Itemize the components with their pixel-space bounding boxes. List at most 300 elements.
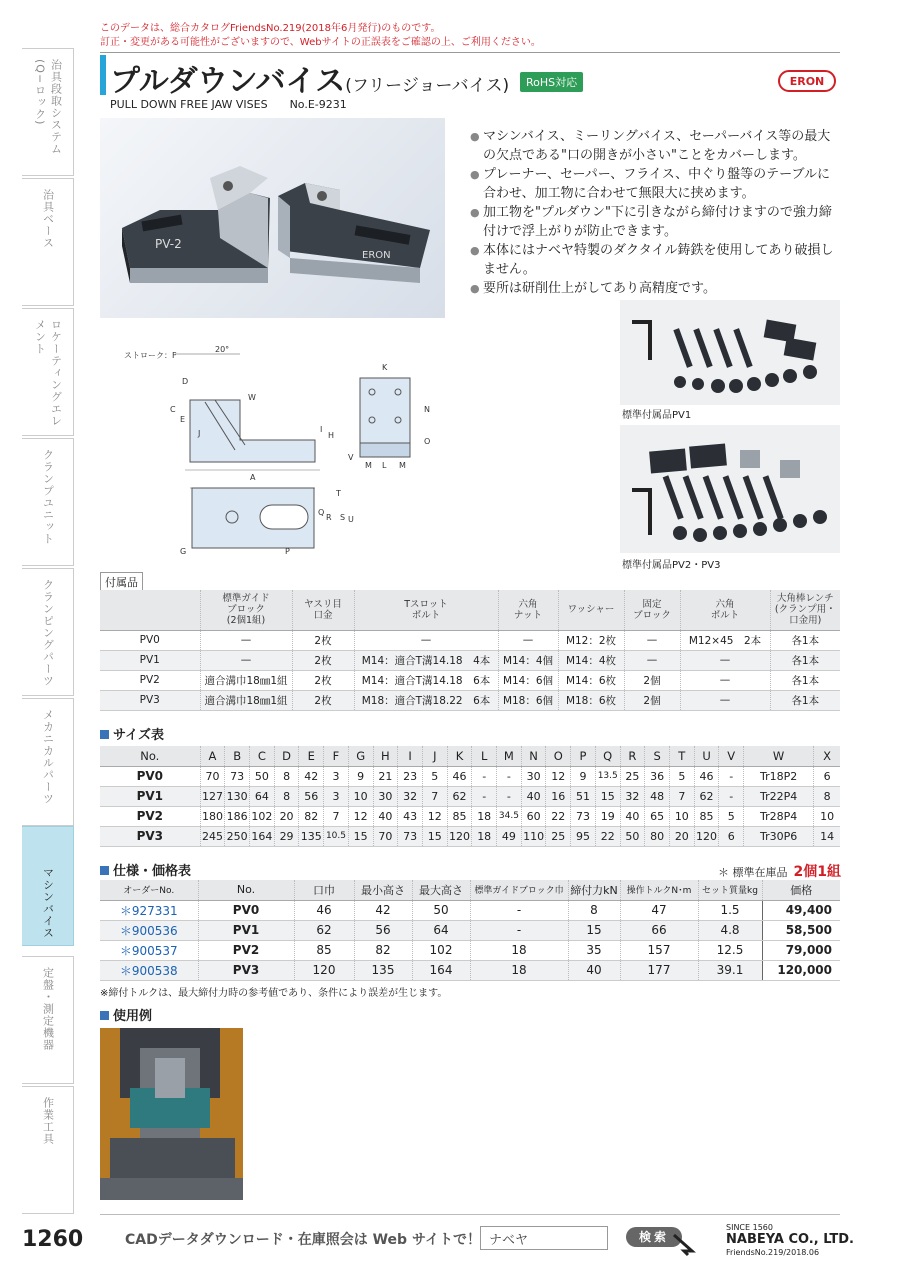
size-cell: 6 (719, 826, 744, 846)
accessories-cell: PV1 (100, 650, 200, 670)
spec-cell: PV2 (198, 940, 294, 960)
size-cell: 3 (324, 786, 349, 806)
spec-cell: 42 (354, 900, 412, 920)
size-cell: 8 (274, 786, 299, 806)
size-header-cell: W (744, 746, 814, 766)
price-cell: 120,000 (762, 960, 840, 980)
size-cell: - (719, 786, 744, 806)
size-cell: 46 (447, 766, 472, 786)
dim-C: C (170, 405, 176, 414)
size-cell: 22 (595, 826, 620, 846)
size-cell: 5 (719, 806, 744, 826)
size-cell: 250 (225, 826, 250, 846)
spec-header-cell: 操作トルクN･m (620, 880, 698, 900)
friends-text: FriendsNo.219/2018.06 (726, 1248, 820, 1257)
accessory-caption-pv2-pv3: 標準付属品PV2・PV3 (622, 560, 721, 571)
size-table-title: サイズ表 (100, 724, 164, 743)
dim-M1: M (365, 461, 372, 470)
size-cell: 73 (571, 806, 596, 826)
accessories-cell: M14：4枚 (558, 650, 624, 670)
spec-cell: 40 (568, 960, 620, 980)
size-cell: 73 (398, 826, 423, 846)
drawing-label-stroke: ストローク：F (124, 351, 177, 360)
company-name: NABEYA CO., LTD. (726, 1232, 854, 1247)
size-cell: 32 (398, 786, 423, 806)
spec-table-title: 仕様・価格表 (100, 860, 191, 879)
size-header-cell: X (814, 746, 840, 766)
size-cell: 25 (546, 826, 571, 846)
size-header-cell: O (546, 746, 571, 766)
size-cell: 30 (373, 786, 398, 806)
size-cell: 18 (472, 826, 497, 846)
spec-cell: 66 (620, 920, 698, 940)
spec-cell: 15 (568, 920, 620, 940)
page-number: 1260 (22, 1227, 84, 1252)
accessories-cell: — (680, 690, 770, 710)
size-cell: 36 (645, 766, 670, 786)
size-cell: 245 (200, 826, 225, 846)
spec-cell: 12.5 (698, 940, 762, 960)
search-input[interactable]: ナベヤ (480, 1226, 608, 1250)
size-cell: 5 (669, 766, 694, 786)
dim-W: W (248, 393, 256, 402)
order-number-link[interactable]: ＊900537 (100, 940, 198, 960)
spec-header-cell: オーダーNo. (100, 880, 198, 900)
dim-O: O (424, 437, 431, 446)
spec-header-cell: 最小高さ (354, 880, 412, 900)
size-header-cell: I (398, 746, 423, 766)
dim-Q: Q (318, 508, 325, 517)
dim-K: K (382, 363, 388, 372)
size-cell: 130 (225, 786, 250, 806)
size-cell: 6 (814, 766, 840, 786)
spec-cell: 102 (412, 940, 470, 960)
accessory-photo-pv2-pv3 (620, 425, 840, 553)
size-cell: PV1 (100, 786, 200, 806)
accessories-header-cell: 大角棒レンチ (クランプ用・ 口金用) (770, 590, 840, 630)
accessories-header-cell: ヤスリ目 口金 (292, 590, 354, 630)
size-cell: 18 (472, 806, 497, 826)
size-cell: 82 (299, 806, 324, 826)
dim-S: S (340, 513, 346, 522)
spec-cell: - (470, 920, 568, 940)
spec-row (100, 920, 840, 940)
spec-header-cell: 価格 (762, 880, 840, 900)
size-cell: 23 (398, 766, 423, 786)
spec-cell: 39.1 (698, 960, 762, 980)
spec-cell: PV0 (198, 900, 294, 920)
eron-logo: ERON (778, 70, 836, 92)
accessories-row (100, 630, 840, 650)
notice-line-2: 訂正・変更がある可能性がございますので、Webサイトの正誤表をご確認の上、ご利用ください。 (100, 37, 541, 48)
accessories-cell: M18：適合T溝18.22 6本 (354, 690, 498, 710)
accessories-header-cell: 六角 ボルト (680, 590, 770, 630)
size-cell: 20 (274, 806, 299, 826)
accessories-header-cell: 固定 ブロック (624, 590, 680, 630)
spec-header-cell: No. (198, 880, 294, 900)
accessories-cell: M12：2枚 (558, 630, 624, 650)
size-cell: 56 (299, 786, 324, 806)
size-cell: - (472, 786, 497, 806)
size-cell: 43 (398, 806, 423, 826)
nabeya-logo (726, 1222, 854, 1258)
rohs-badge: RoHS対応 (520, 72, 583, 92)
size-cell: 22 (546, 806, 571, 826)
usage-title: 使用例 (100, 1005, 152, 1024)
size-header-cell: T (669, 746, 694, 766)
size-cell: 10 (348, 786, 373, 806)
cad-download-text: CADデータダウンロード・在庫照会は Web サイトで！ (125, 1232, 481, 1248)
title-accent-bar (100, 55, 106, 95)
dim-D: D (182, 377, 189, 386)
size-cell: 70 (200, 766, 225, 786)
size-cell: 7 (324, 806, 349, 826)
spec-cell: 46 (294, 900, 354, 920)
size-cell: 120 (447, 826, 472, 846)
spec-cell: 50 (412, 900, 470, 920)
size-cell: 50 (250, 766, 275, 786)
size-cell: 48 (645, 786, 670, 806)
spec-row (100, 900, 840, 920)
footer-rule (100, 1214, 840, 1215)
dim-M2: M (399, 461, 406, 470)
sidebar-item-clamping-parts[interactable]: クランピングパーツ (22, 568, 74, 696)
size-cell: 127 (200, 786, 225, 806)
spec-header-cell: 標準ガイドブロック巾 (470, 880, 568, 900)
size-header-cell: H (373, 746, 398, 766)
size-cell: 60 (521, 806, 546, 826)
dim-A: A (250, 473, 256, 482)
accessories-cell: — (200, 650, 292, 670)
size-cell: 70 (373, 826, 398, 846)
sidebar-item-mechanical[interactable]: メカニカルパーツ (22, 698, 74, 826)
sidebar-item-surface-plate[interactable]: 定盤・測定機器 (22, 956, 74, 1084)
search-button[interactable]: 検索 (626, 1227, 682, 1247)
size-header-cell: Q (595, 746, 620, 766)
size-cell: 19 (595, 806, 620, 826)
size-header-cell: D (274, 746, 299, 766)
spec-cell: PV1 (198, 920, 294, 940)
spec-cell: 35 (568, 940, 620, 960)
accessories-cell: PV2 (100, 670, 200, 690)
accessories-cell: — (624, 650, 680, 670)
dim-G: G (180, 547, 187, 556)
dim-R: R (326, 513, 332, 522)
size-cell: - (497, 786, 522, 806)
size-cell: 20 (669, 826, 694, 846)
order-number-link[interactable]: ＊900538 (100, 960, 198, 980)
accessories-cell: M18：6個 (498, 690, 558, 710)
size-header-cell: L (472, 746, 497, 766)
size-cell: 10 (814, 806, 840, 826)
size-header-cell: C (250, 746, 275, 766)
size-cell: 14 (814, 826, 840, 846)
size-cell: PV0 (100, 766, 200, 786)
accessories-cell: 各1本 (770, 690, 840, 710)
spec-cell: 82 (354, 940, 412, 960)
accessories-table (100, 590, 840, 711)
technical-drawing (110, 340, 450, 570)
size-cell: 9 (348, 766, 373, 786)
size-cell: 25 (620, 766, 645, 786)
dim-J: J (198, 429, 201, 438)
page-title: プルダウンバイス(フリージョーバイス) (110, 64, 510, 99)
size-row (100, 786, 840, 806)
dim-P: P (285, 547, 290, 556)
accessory-caption-pv1: 標準付属品PV1 (622, 410, 692, 421)
dim-N: N (424, 405, 430, 414)
size-cell: 102 (250, 806, 275, 826)
size-cell: Tr22P4 (744, 786, 814, 806)
size-cell: - (497, 766, 522, 786)
title-rule (100, 52, 840, 53)
size-cell: 32 (620, 786, 645, 806)
feature-item: ● マシンバイス、ミーリングバイス、セーパーバイス等の最大の欠点である"口の開きが小さい"ことをカバーします。 (470, 127, 840, 165)
size-cell: 50 (620, 826, 645, 846)
size-cell: 9 (571, 766, 596, 786)
spec-cell: 120 (294, 960, 354, 980)
sidebar-item-tools[interactable]: 作業工具 (22, 1086, 74, 1214)
accessories-row (100, 650, 840, 670)
spec-cell: 1.5 (698, 900, 762, 920)
accessories-cell: M18：6枚 (558, 690, 624, 710)
accessories-cell: 適合溝巾18㎜1組 (200, 690, 292, 710)
size-cell: 12 (348, 806, 373, 826)
sidebar-item-clamp-unit[interactable]: クランプユニット (22, 438, 74, 566)
size-cell: - (719, 766, 744, 786)
accessories-cell: — (200, 630, 292, 650)
accessories-header-cell: Tスロット ボルト (354, 590, 498, 630)
accessories-cell: PV3 (100, 690, 200, 710)
drawing-label-angle: 20° (215, 345, 230, 354)
sidebar-item-qlock[interactable]: 治具段取システム(Q−ロック) (22, 48, 74, 176)
size-header-cell: E (299, 746, 324, 766)
accessories-cell: — (354, 630, 498, 650)
stock-note: ＊ 標準在庫品 2個1組 (718, 864, 841, 880)
spec-cell: 157 (620, 940, 698, 960)
size-cell: Tr28P4 (744, 806, 814, 826)
accessories-cell: PV0 (100, 630, 200, 650)
size-header-cell: No. (100, 746, 200, 766)
size-header-cell: P (571, 746, 596, 766)
accessories-cell: — (680, 650, 770, 670)
dim-T1: T (336, 489, 341, 498)
size-header-cell: F (324, 746, 349, 766)
size-cell: 164 (250, 826, 275, 846)
size-cell: 42 (299, 766, 324, 786)
size-header-cell: M (497, 746, 522, 766)
accessories-cell: 適合溝巾18㎜1組 (200, 670, 292, 690)
sidebar-item-machine-vise[interactable]: マシンバイス (22, 826, 74, 946)
spec-cell: 8 (568, 900, 620, 920)
spec-cell: 177 (620, 960, 698, 980)
size-cell: 120 (694, 826, 719, 846)
photo-label-left: PV-2 (155, 237, 182, 251)
spec-cell: 164 (412, 960, 470, 980)
dim-V: V (348, 453, 354, 462)
size-cell: 64 (250, 786, 275, 806)
size-cell: 73 (225, 766, 250, 786)
spec-cell: 85 (294, 940, 354, 960)
accessories-header-cell (100, 590, 200, 630)
photo-label-right: ERON (362, 250, 391, 261)
spec-cell: PV3 (198, 960, 294, 980)
accessories-cell: M14：6枚 (558, 670, 624, 690)
size-cell: 30 (521, 766, 546, 786)
spec-price-table (100, 880, 840, 981)
set-note: 2個1組 (793, 864, 841, 880)
accessories-cell: 2枚 (292, 630, 354, 650)
size-cell: 85 (447, 806, 472, 826)
order-number-link[interactable]: ＊900536 (100, 920, 198, 940)
spec-row (100, 940, 840, 960)
feature-item: ● プレーナー、セーパー、フライス、中ぐり盤等のテーブルに合わせ、加工物に合わせて無限大に挟めます。 (470, 165, 840, 203)
cursor-icon (672, 1233, 700, 1257)
spec-header-cell: 口巾 (294, 880, 354, 900)
dim-I: I (320, 425, 323, 434)
size-cell: 49 (497, 826, 522, 846)
size-header-cell: J (422, 746, 447, 766)
accessories-cell: M14：適合T溝14.18 6本 (354, 670, 498, 690)
size-cell: 40 (620, 806, 645, 826)
size-cell: 29 (274, 826, 299, 846)
size-row (100, 766, 840, 786)
size-cell: 62 (694, 786, 719, 806)
size-cell: 3 (324, 766, 349, 786)
sidebar-item-locating[interactable]: ロケーティングエレメント (22, 308, 74, 436)
size-cell: 7 (422, 786, 447, 806)
spec-header-cell: セット質量kg (698, 880, 762, 900)
feature-item: ● 要所は研削仕上がしてあり高精度です。 (470, 279, 840, 298)
size-header-cell: A (200, 746, 225, 766)
size-cell: 110 (521, 826, 546, 846)
size-header-cell: N (521, 746, 546, 766)
price-cell: 79,000 (762, 940, 840, 960)
accessories-cell: — (680, 670, 770, 690)
spec-cell: 4.8 (698, 920, 762, 940)
accessories-header-cell: 六角 ナット (498, 590, 558, 630)
accessories-header-cell: ワッシャー (558, 590, 624, 630)
accessories-cell: M14：4個 (498, 650, 558, 670)
accessories-cell: 各1本 (770, 630, 840, 650)
size-cell: 95 (571, 826, 596, 846)
size-cell: 16 (546, 786, 571, 806)
accessories-cell: 各1本 (770, 650, 840, 670)
accessories-cell: M14：6個 (498, 670, 558, 690)
size-row (100, 806, 840, 826)
size-header-cell: S (645, 746, 670, 766)
feature-item: ● 加工物を"プルダウン"下に引きながら締付けますので強力締付けで浮上がりが防止できます。 (470, 203, 840, 241)
english-name: PULL DOWN FREE JAW VISES No.E-9231 (110, 98, 347, 111)
order-number-link[interactable]: ＊927331 (100, 900, 198, 920)
accessories-cell: — (624, 630, 680, 650)
size-header-cell: V (719, 746, 744, 766)
product-photo (100, 118, 445, 318)
price-cell: 58,500 (762, 920, 840, 940)
price-cell: 49,400 (762, 900, 840, 920)
notice-line-1: このデータは、総合カタログFriendsNo.219(2018年6月発行)のものです。 (100, 23, 441, 34)
accessories-cell: 2個 (624, 670, 680, 690)
size-cell: 135 (299, 826, 324, 846)
size-cell: 62 (447, 786, 472, 806)
torque-note: ※締付トルクは、最大締付力時の参考値であり、条件により誤差が生じます。 (100, 988, 448, 999)
spec-row (100, 960, 840, 980)
catalog-number: No.E-9231 (289, 98, 347, 111)
size-cell: 15 (595, 786, 620, 806)
accessories-cell: — (498, 630, 558, 650)
accessories-cell: 2枚 (292, 670, 354, 690)
size-cell: 40 (373, 806, 398, 826)
size-header-cell: K (447, 746, 472, 766)
size-cell: 21 (373, 766, 398, 786)
size-cell: 85 (694, 806, 719, 826)
accessories-cell: 2枚 (292, 690, 354, 710)
spec-header-cell: 締付力kN (568, 880, 620, 900)
accessory-photo-pv1 (620, 300, 840, 405)
accessories-cell: M14：適合T溝14.18 4本 (354, 650, 498, 670)
size-cell: 10 (669, 806, 694, 826)
size-cell: 8 (274, 766, 299, 786)
feature-list (470, 127, 840, 298)
spec-cell: 135 (354, 960, 412, 980)
size-cell: 40 (521, 786, 546, 806)
size-cell: 15 (422, 826, 447, 846)
size-header-cell: R (620, 746, 645, 766)
spec-cell: 62 (294, 920, 354, 940)
size-header-cell: G (348, 746, 373, 766)
accessories-tag: 付属品 (100, 572, 143, 592)
size-cell: 65 (645, 806, 670, 826)
size-cell: 34.5 (497, 806, 522, 826)
since-text: SINCE 1560 (726, 1223, 773, 1232)
spec-cell: 56 (354, 920, 412, 940)
accessories-header-cell: 標準ガイド ブロック (2個1組) (200, 590, 292, 630)
size-header-cell: B (225, 746, 250, 766)
size-cell: 10.5 (324, 826, 349, 846)
accessories-cell: M12×45 2本 (680, 630, 770, 650)
size-header-cell: U (694, 746, 719, 766)
accessories-cell: 各1本 (770, 670, 840, 690)
size-cell: PV2 (100, 806, 200, 826)
size-cell: 180 (200, 806, 225, 826)
size-cell: 12 (546, 766, 571, 786)
accessories-row (100, 670, 840, 690)
size-cell: - (472, 766, 497, 786)
size-cell: 12 (422, 806, 447, 826)
notice (100, 22, 541, 50)
size-cell: 8 (814, 786, 840, 806)
size-cell: PV3 (100, 826, 200, 846)
feature-item: ● 本体にはナベヤ特製のダクタイル鋳鉄を使用してあり破損しません。 (470, 241, 840, 279)
sidebar-item-jig-base[interactable]: 治具ベース (22, 178, 74, 306)
accessories-cell: 2枚 (292, 650, 354, 670)
usage-photo (100, 1028, 243, 1200)
page-subtitle: (フリージョーバイス) (345, 76, 510, 96)
dim-E: E (180, 415, 186, 424)
dim-U: U (348, 515, 354, 524)
size-cell: 7 (669, 786, 694, 806)
size-table (100, 746, 840, 847)
size-cell: 46 (694, 766, 719, 786)
size-cell: 80 (645, 826, 670, 846)
spec-header-cell: 最大高さ (412, 880, 470, 900)
spec-cell: 64 (412, 920, 470, 940)
size-cell: 15 (348, 826, 373, 846)
spec-cell: - (470, 900, 568, 920)
accessories-row (100, 690, 840, 710)
size-cell: 13.5 (595, 766, 620, 786)
spec-cell: 47 (620, 900, 698, 920)
